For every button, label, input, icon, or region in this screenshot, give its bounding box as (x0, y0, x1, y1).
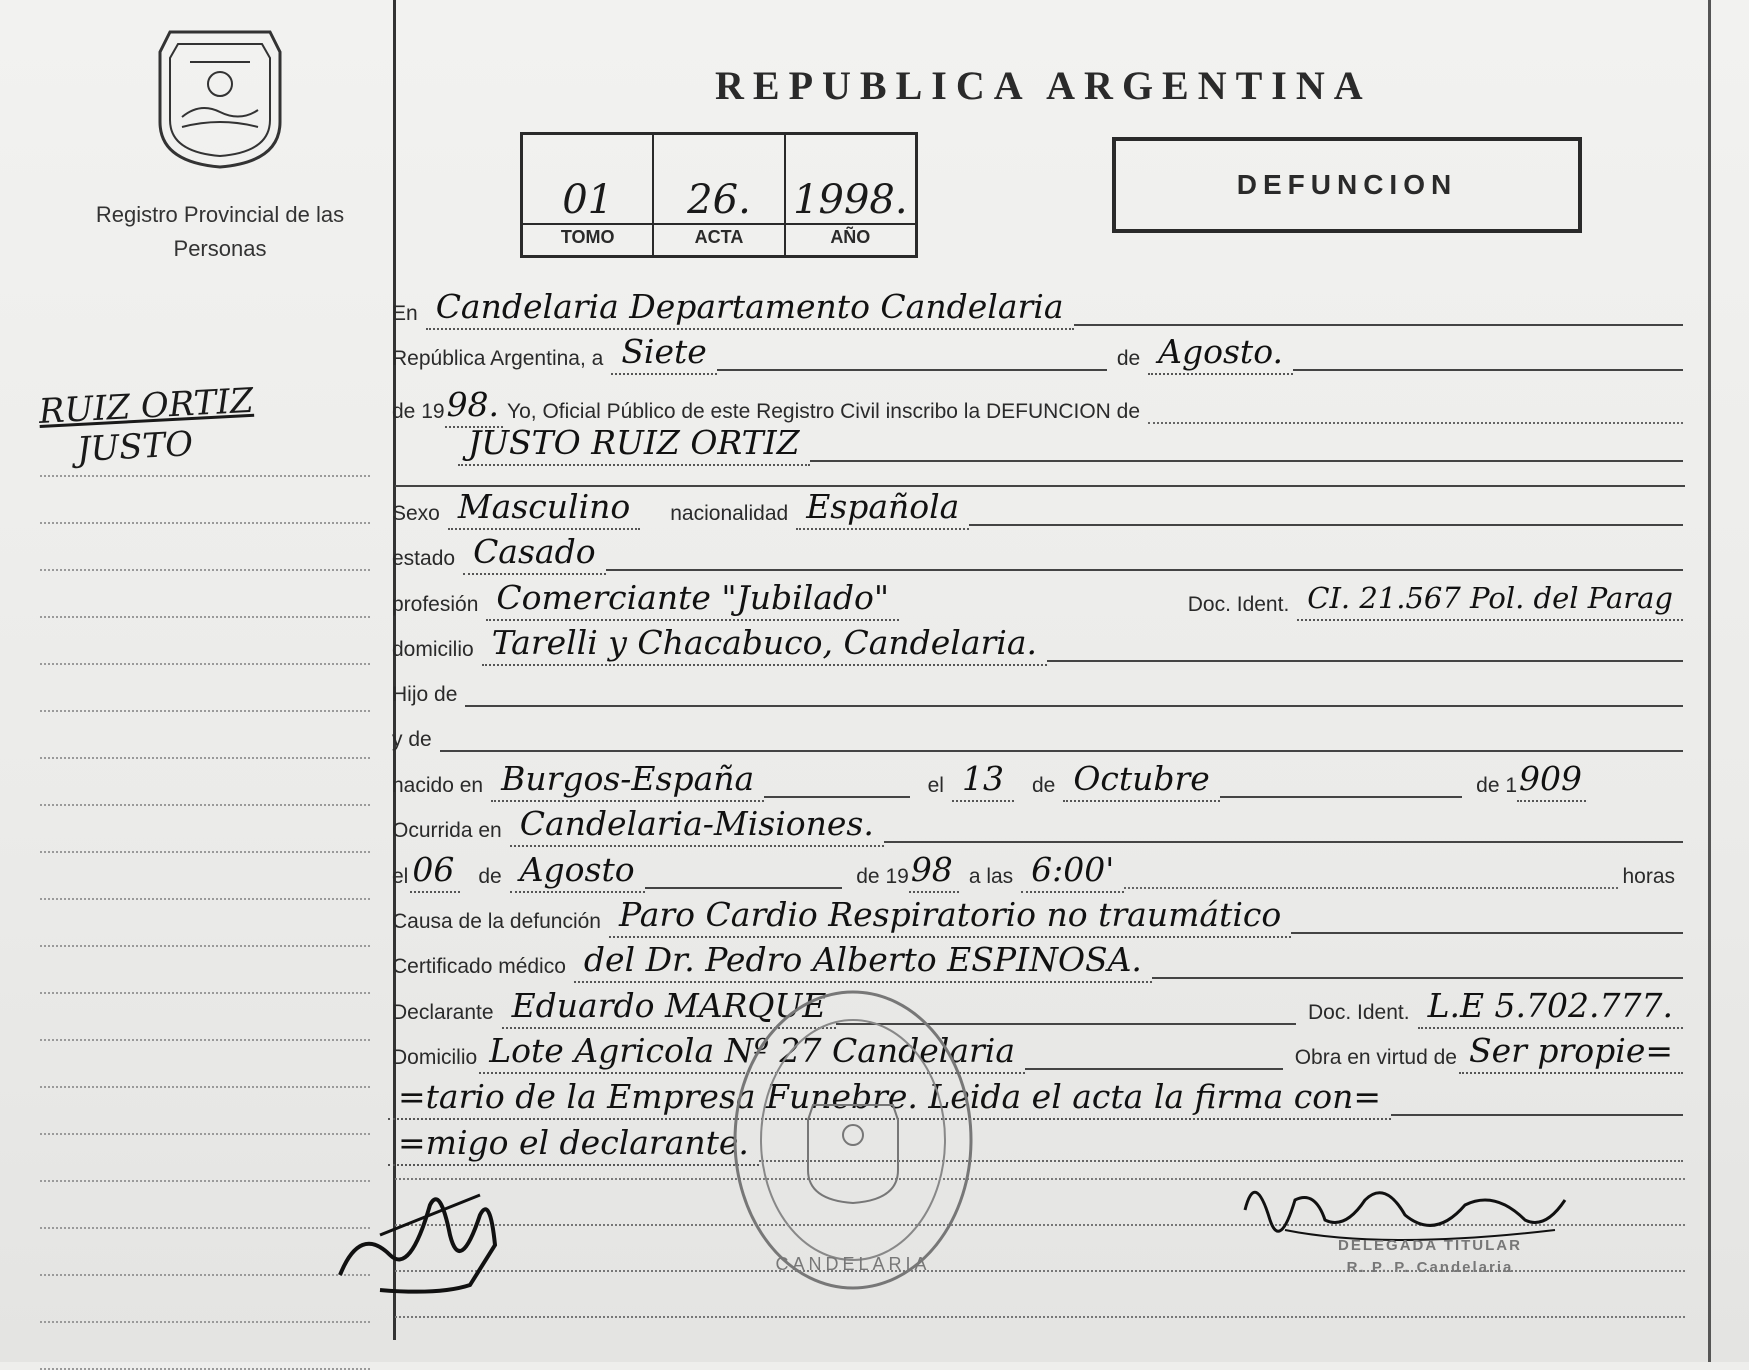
stamp-text: CANDELARIA (775, 1254, 931, 1274)
row-causa (388, 894, 1683, 938)
profesion-label: profesión (392, 593, 479, 616)
republica-label: República Argentina, a (392, 347, 604, 370)
official-office: R. P. P. Candelaria (1346, 1259, 1514, 1276)
official-title: DELEGADA TITULAR (1338, 1237, 1522, 1254)
acta-cell (654, 135, 785, 255)
domicilio-label: domicilio (392, 638, 474, 661)
declarant-signature (320, 1165, 540, 1305)
certificado-value: del Dr. Pedro Alberto ESPINOSA. (574, 941, 1152, 983)
dia-value: Siete (611, 333, 716, 375)
continuation-line-2: =migo el declarante. (388, 1124, 759, 1166)
row-fecha-defuncion (388, 849, 1683, 893)
estado-label: estado (392, 547, 456, 570)
row-domicilio (388, 622, 1683, 666)
declarante-label: Declarante (392, 1001, 494, 1024)
nac-dia-value: 13 (952, 760, 1014, 802)
obra-label: Obra en virtud de (1294, 1046, 1457, 1069)
nac-de1-label: de 1 (1476, 774, 1518, 797)
yde-label: y de (392, 728, 432, 751)
def-de19-label: de 19 (856, 865, 909, 888)
margin-surname: RUIZ ORTIZ (37, 380, 255, 432)
en-label: En (392, 302, 418, 325)
en-value: Candelaria Departamento Candelaria (426, 288, 1074, 330)
def-dia-value: 06 (410, 851, 460, 893)
official-stamp-text (1220, 1235, 1640, 1279)
anio-value: 1998. (793, 177, 908, 223)
obra-value: Ser propie= (1459, 1032, 1683, 1074)
profesion-value: Comerciante "Jubilado" (486, 579, 899, 621)
continuation-line-1: =tario de la Empresa Funebre. Leida el acta la firma con= (388, 1078, 1391, 1120)
causa-label: Causa de la defunción (392, 910, 601, 933)
nacido-value: Burgos-España (491, 760, 764, 802)
causa-value: Paro Cardio Respiratorio no traumático (609, 896, 1291, 938)
ocurrida-label: Ocurrida en (392, 819, 502, 842)
def-el-label: el (392, 865, 409, 888)
hijo-label: Hijo de (392, 683, 458, 706)
decl-doc-label: Doc. Ident. (1308, 1001, 1410, 1024)
row-yde (388, 712, 1683, 756)
horas-label: horas (1622, 865, 1675, 888)
row-ocurrida (388, 803, 1683, 847)
ocurrida-value: Candelaria-Misiones. (510, 805, 884, 847)
registry-name: Registro Provincial de las Personas (95, 202, 345, 261)
dotted-rule (395, 1316, 1685, 1318)
anio-inscripcion-value: 98. (445, 386, 503, 428)
provincial-seal-icon (150, 22, 290, 172)
tomo-value: 01 (562, 177, 614, 223)
def-anio-value: 98 (909, 851, 959, 893)
nombre-value: JUSTO RUIZ ORTIZ (458, 424, 810, 466)
tomo-label: TOMO (560, 227, 615, 247)
registry-stamp-icon (728, 985, 978, 1295)
anio-label: AÑO (830, 227, 871, 247)
country-title: REPUBLICA ARGENTINA (715, 63, 1372, 108)
doc-ident-value: CI. 21.567 Pol. del Parag (1297, 579, 1683, 621)
page-edge (1708, 0, 1711, 1362)
inscribo-text: Yo, Oficial Público de este Registro Civil inscribo la DEFUNCION de (507, 400, 1141, 423)
estado-value: Casado (463, 533, 606, 575)
document-type-box: DEFUNCION (1112, 137, 1582, 233)
doc-ident-label: Doc. Ident. (1187, 593, 1290, 616)
nacionalidad-value: Española (796, 488, 969, 530)
row-en (388, 286, 1683, 330)
nac-mes-value: Octubre (1063, 760, 1219, 802)
row-certificado (388, 939, 1683, 983)
nac-el-label: el (927, 774, 944, 797)
sexo-value: Masculino (448, 488, 640, 530)
de19-label: de 19 (392, 400, 445, 423)
declarante-value: Eduardo MARQUE (502, 987, 837, 1029)
domicilio2-value: Lote Agricola Nº 27 Candelaria (479, 1032, 1025, 1074)
row-sexo (388, 486, 1683, 530)
domicilio-value: Tarelli y Chacabuco, Candelaria. (482, 624, 1047, 666)
hora-value: 6:00' (1021, 851, 1124, 893)
nac-anio-value: 909 (1517, 760, 1586, 802)
row-continuacion-1 (388, 1076, 1683, 1120)
row-profesion (388, 577, 1683, 621)
tomo-cell (523, 135, 654, 255)
nacionalidad-label: nacionalidad (670, 502, 789, 525)
acta-label: ACTA (694, 227, 744, 247)
domicilio2-label: Domicilio (392, 1046, 478, 1069)
margin-given-name: JUSTO (75, 424, 195, 471)
def-de-label: de (478, 865, 502, 888)
acta-value: 26. (687, 177, 751, 223)
decl-doc-value: L.E 5.702.777. (1418, 987, 1683, 1029)
alas-label: a las (968, 865, 1014, 888)
row-nacido (388, 758, 1683, 802)
row-hijo (388, 667, 1683, 711)
row-estado (388, 531, 1683, 575)
nacido-label: nacido en (392, 774, 484, 797)
row-domicilio-declarante (388, 1030, 1683, 1074)
mes-value: Agosto. (1148, 333, 1293, 375)
registry-number-box (520, 132, 918, 258)
row-declarante (388, 985, 1683, 1029)
certificado-label: Certificado médico (392, 955, 566, 978)
row-nombre (388, 422, 1683, 466)
de-label: de (1116, 347, 1141, 370)
def-mes-value: Agosto (510, 851, 645, 893)
sexo-label: Sexo (392, 502, 440, 525)
anio-cell (786, 135, 915, 255)
nac-de-label: de (1031, 774, 1056, 797)
row-fecha (388, 331, 1683, 375)
